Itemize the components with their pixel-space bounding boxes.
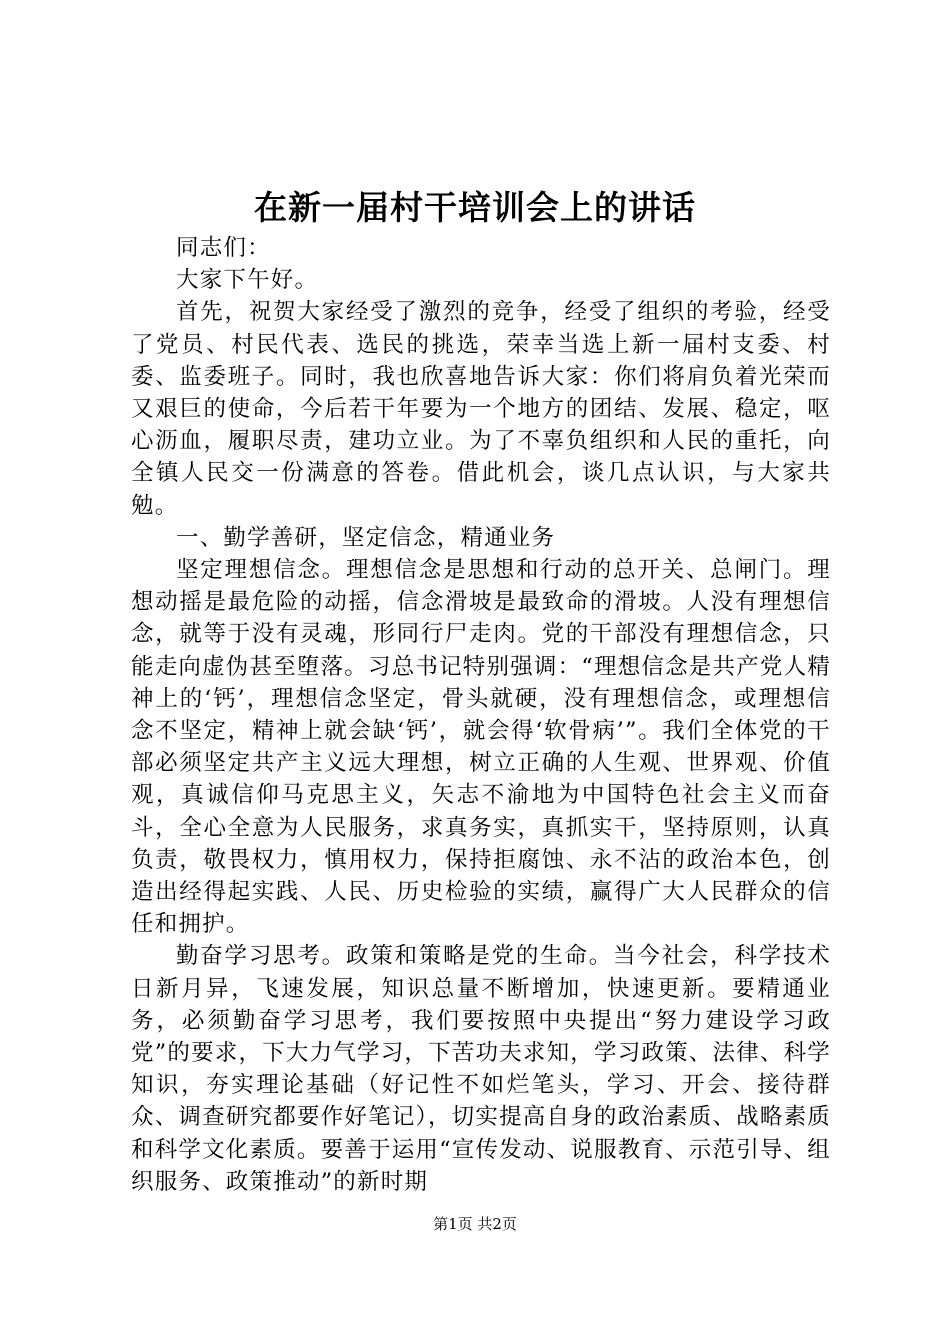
paragraph-salutation: 同志们： — [176, 235, 271, 261]
section-heading-1: 一、勤学善研，坚定信念，精通业务 — [176, 524, 556, 551]
document-body — [131, 232, 831, 1198]
paragraph-ideals: 坚定理想信念。理想信念是思想和行动的总开关、总闸门。理想动摇是最危险的动摇，信念滑坡是最致命的滑坡。人没有理想信念，就等于没有灵魂，形同行尸走肉。党的干部没有理想信念，只能走向虚伪甚至堕落。习总书记特别强调：“理想信念是共产党人精神上的‘钙’，理想信念坚定，骨头就硬，没有理想信念，或理想信念不坚定，精神上就会缺‘钙’，就会得‘软骨病’”。我们全体党的干部必须坚定共产主义远大理想，树立正确的人生观、世界观、价值观，真诚信仰马克思主义，矢志不渝地为中国特色社会主义而奋斗，全心全意为人民服务，求真务实，真抓实干，坚持原则，认真负责，敬畏权力，慎用权力，保持拒腐蚀、永不沾的政治本色，创造出经得起实践、人民、历史检验的实绩，赢得广大人民群众的信任和拥护。 — [131, 557, 832, 938]
paragraph-intro: 首先，祝贺大家经受了激烈的竞争，经受了组织的考验，经受了党员、村民代表、选民的挑选，荣幸当选上新一届村支委、村委、监委班子。同时，我也欣喜地告诉大家：你们将肩负着光荣而又艰巨的使命，今后若干年要为一个地方的团结、发展、稳定，呕心沥血，履职尽责，建功立业。为了不辜负组织和人民的重托，向全镇人民交一份满意的答卷。借此机会，谈几点认识，与大家共勉。 — [131, 299, 831, 519]
paragraph-greeting: 大家下午好。 — [176, 267, 319, 294]
page-footer: 第1页 共2页 — [433, 1215, 517, 1233]
paragraph-study: 勤奋学习思考。政策和策略是党的生命。当今社会，科学技术日新月异，飞速发展，知识总量不断增加，快速更新。要精通业务，必须勤奋学习思考，我们要按照中央提出“努力建设学习政党”的要求，下大力气学习，下苦功夫求知，学习政策、法律、科学知识，夯实理论基础（好记性不如烂笔头，学习、开会、接待群众、调查研究都要作好笔记），切实提高自身的政治素质、战略素质和科学文化素质。要善于运用“宣传发动、说服教育、示范引导、组织服务、政策推动”的新时期 — [131, 943, 832, 1195]
document-title: 在新一届村干培训会上的讲话 — [254, 188, 696, 227]
